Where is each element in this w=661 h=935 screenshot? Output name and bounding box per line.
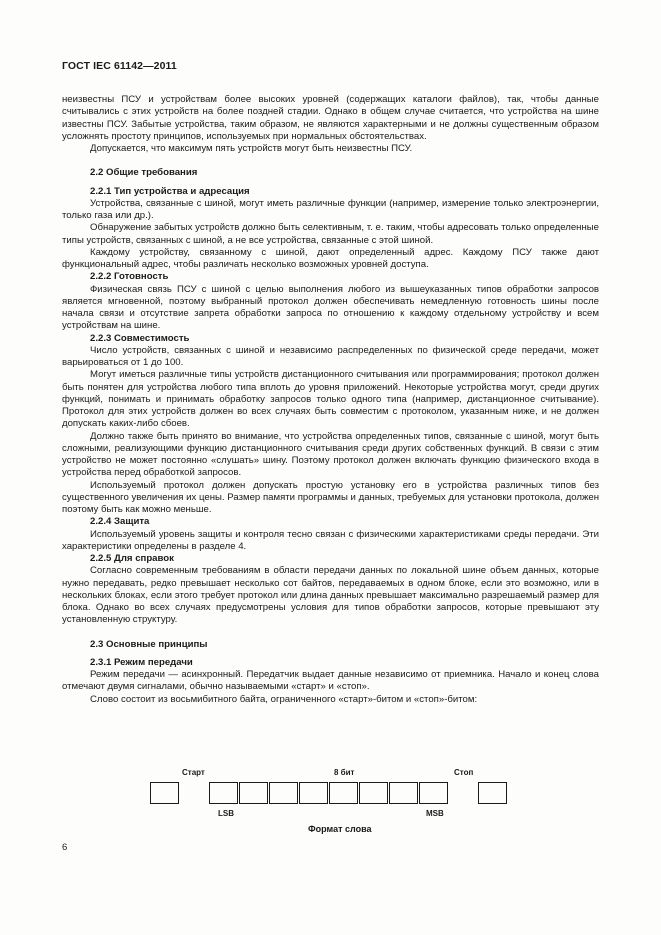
data-bit-cell	[419, 782, 448, 804]
section-heading-2-3-1: 2.3.1 Режим передачи	[90, 656, 193, 668]
word-format-diagram	[150, 764, 530, 844]
paragraph: Согласно современным требованиям в области передачи данных по локальной шине объем данных, которые нужно передавать, редко превышает несколько сот байтов, передаваемых в одном блоке, если это возможно, или в нескольких блоках, если этого требует протокол или длина данных превышает максимально разрешаемый размер для блока. Однако во всех случаях предусмотрены условия для типов обработки запросов, которые превышают эту установленную структуру.	[62, 565, 599, 626]
label-msb: MSB	[426, 809, 444, 818]
diagram-caption: Формат слова	[308, 824, 372, 834]
paragraph: Допускается, что максимум пять устройств могут быть неизвестны ПСУ.	[90, 143, 413, 154]
paragraph: Слово состоит из восьмибитного байта, ограниченного «старт»-битом и «стоп»-битом:	[90, 693, 478, 705]
data-bit-cell	[389, 782, 418, 804]
paragraph: Обнаружение забытых устройств должно быть селективным, т. е. таким, чтобы адресовать только определенные типы устройств, связанных с шиной, а не все устройства, связанные с этой шиной.	[62, 222, 599, 246]
section-heading-2-2: 2.2 Общие требования	[90, 167, 198, 179]
bit-frame	[150, 782, 508, 804]
paragraph: Используемый уровень защиты и контроля тесно связан с физическими характеристиками среды передачи. Эти характеристики определены в разделе 4.	[62, 528, 599, 552]
section-heading-2-2-5: 2.2.5 Для справок	[90, 553, 174, 564]
label-lsb: LSB	[218, 809, 234, 818]
paragraph: Физическая связь ПСУ с шиной с целью выполнения любого из вышеуказанных типов обработки запросов является мгновенной, поэтому выбранный протокол должен обеспечивать немедленную готовность шины после начала связи и отсутствие запрета обработки запроса по отношению к каждому отдельному устройству и всем устройствам на шине.	[62, 283, 599, 332]
label-start: Старт	[182, 768, 205, 777]
paragraph: неизвестны ПСУ и устройствам более высоких уровней (содержащих каталоги файлов), так, чтобы данные считывались с этих устройств на более поздней стадии. Однако в общем случае считается, что устройства на шине известны ПСУ. Забытые устройства, таким образом, не являются характерными и не должны существенным образом усложнять простоту принципов, используемых при нормальных обстоятельствах.	[62, 94, 599, 142]
label-stop: Стоп	[454, 768, 474, 777]
document-header: ГОСТ IEC 61142—2011	[62, 60, 177, 72]
data-bit-cell	[299, 782, 328, 804]
paragraph: Режим передачи — асинхронный. Передатчик выдает данные независимо от приемника. Начало и конец слова отмечают двумя сигналами, обычно называемыми «старт» и «стоп».	[62, 669, 599, 693]
page-number: 6	[62, 842, 68, 853]
paragraph: Могут иметься различные типы устройств дистанционного считывания или программирования; протокол должен быть понятен для устройства любого типа вплоть до уровня приложений. Некоторые устройства могут, среди других функций, понимать и принимать обработку запросов только одного типа (например, дистанционное считывание). Протокол для этих устройств должен во всех случаях быть совместим с протоколом, указанным ниже, и не должен допускать каких-либо сбоев.	[62, 369, 599, 430]
data-bit-cell	[269, 782, 298, 804]
start-bit-cell	[150, 782, 179, 804]
paragraph: Используемый протокол должен допускать простую установку его в устройства различных типов без существенного увеличения их цены. Размер памяти программы и данных, требуемых для установки протокола, должен поэтому быть как можно меньше.	[62, 479, 599, 515]
data-bit-cell	[239, 782, 268, 804]
data-bit-cell	[329, 782, 358, 804]
data-bit-cell	[209, 782, 238, 804]
section-heading-2-3: 2.3 Основные принципы	[90, 638, 208, 650]
paragraph: Должно также быть принято во внимание, что устройства определенных типов, связанные с шиной, могут быть сложными, реализующими функцию дистанционного считывания среди других собственных функций. В связи с этим устройство не может постоянно «слушать» шину. Поэтому протокол должен включать функцию физического входа в устройства перед обработкой запросов.	[62, 430, 599, 479]
label-8-bit: 8 бит	[334, 768, 355, 777]
section-heading-2-2-2: 2.2.2 Готовность	[90, 271, 169, 283]
paragraph: Число устройств, связанных с шиной и независимо распределенных по физической среде передачи, может варьироваться от 1 до 100.	[62, 344, 599, 368]
paragraph: Устройства, связанные с шиной, могут иметь различные функции (например, измерение только электроэнергии, только газа или др.).	[62, 197, 599, 221]
data-bit-cell	[359, 782, 388, 804]
document-body	[62, 94, 599, 706]
section-heading-2-2-3: 2.2.3 Совместимость	[90, 332, 190, 344]
section-heading-2-2-4: 2.2.4 Защита	[90, 516, 150, 528]
stop-bit-cell	[478, 782, 507, 804]
section-heading-2-2-1: 2.2.1 Тип устройства и адресация	[90, 185, 250, 197]
paragraph: Каждому устройству, связанному с шиной, дают определенный адрес. Каждому ПСУ также дают функциональный адрес, чтобы различать несколько возможных уровней доступа.	[62, 246, 599, 270]
